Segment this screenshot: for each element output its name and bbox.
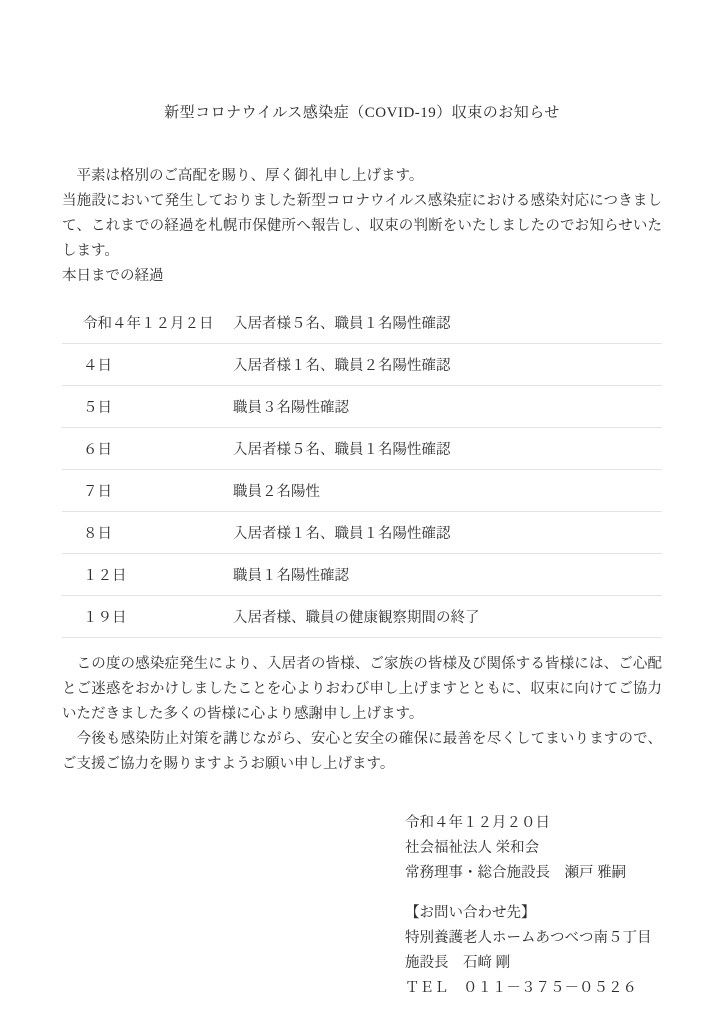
timeline-event: 入居者様１名、職員２名陽性確認 (233, 358, 451, 374)
signature-date: 令和４年１２月２０日 (405, 815, 550, 831)
timeline-date: 令和４年１２月２日 (83, 316, 214, 332)
timeline-row (62, 512, 662, 554)
timeline-date: ６日 (83, 442, 112, 458)
timeline-event: 職員１名陽性確認 (233, 568, 349, 584)
contact-block (405, 901, 662, 1001)
timeline-table (62, 302, 662, 638)
contact-tel: ＴＥＬ ０１１－３７５－０５２６ (405, 980, 637, 996)
timeline-row (62, 302, 662, 344)
contact-facility: 特別養護老人ホームあつべつ南５丁目 (405, 930, 652, 946)
document-title: 新型コロナウイルス感染症（COVID-19）収束のお知らせ (164, 105, 560, 121)
timeline-event: 入居者様５名、職員１名陽性確認 (233, 442, 451, 458)
timeline-date: ８日 (83, 526, 112, 542)
timeline-row (62, 428, 662, 470)
timeline-event: 職員３名陽性確認 (233, 400, 349, 416)
timeline-row (62, 470, 662, 512)
greeting-paragraph: 平素は格別のご高配を賜り、厚く御礼申し上げます。 (62, 168, 424, 184)
signature-organization: 社会福祉法人 栄和会 (405, 840, 540, 856)
timeline-date: １２日 (83, 568, 127, 584)
contact-manager: 施設長 石﨑 剛 (405, 955, 511, 971)
commitment-paragraph: 今後も感染防止対策を講じながら、安心と安全の確保に最善を尽くしてまいりますので、ご支援ご協力を賜りますようお願い申し上げます。 (62, 731, 662, 772)
apology-paragraph: この度の感染症発生により、入居者の皆様、ご家族の皆様及び関係する皆様には、ご心配とご迷惑をおかけしましたことを心よりおわび申し上げますとともに、収束に向けてご協力いただきました多くの皆様に心より感謝申し上げます。 (62, 656, 662, 722)
timeline-row (62, 344, 662, 386)
contact-heading: 【お問い合わせ先】 (405, 905, 536, 921)
signature-block (405, 811, 662, 886)
timeline-heading: 本日までの経過 (62, 268, 164, 284)
timeline-row (62, 554, 662, 596)
timeline-date: ５日 (83, 400, 112, 416)
timeline-date: ７日 (83, 484, 112, 500)
timeline-row (62, 386, 662, 428)
intro-section (62, 164, 662, 289)
timeline-date: ４日 (83, 358, 112, 374)
timeline-event: 職員２名陽性 (233, 484, 320, 500)
notice-paragraph: 当施設において発生しておりました新型コロナウイルス感染症における感染対応につきまして、これまでの経過を札幌市保健所へ報告し、収束の判断をいたしましたのでお知らせいたします。 (62, 193, 662, 259)
signature-signer: 常務理事・総合施設長 瀬戸 雅嗣 (405, 865, 627, 881)
closing-section (62, 652, 662, 777)
timeline-event: 入居者様、職員の健康観察期間の終了 (233, 610, 480, 626)
timeline-event: 入居者様５名、職員１名陽性確認 (233, 316, 451, 332)
timeline-row (62, 596, 662, 638)
timeline-event: 入居者様１名、職員１名陽性確認 (233, 526, 451, 542)
timeline-date: １９日 (83, 610, 127, 626)
document-content (62, 0, 662, 1001)
